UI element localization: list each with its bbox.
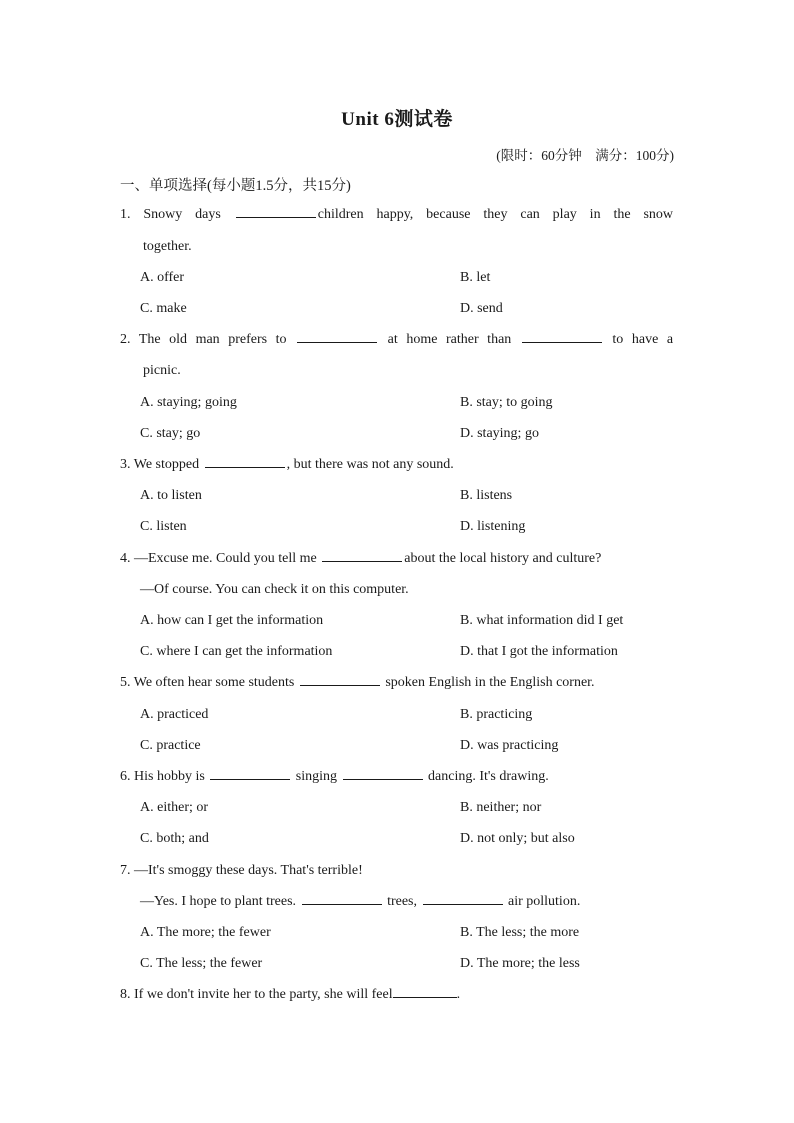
question-6-option-d[interactable]: D. not only; but also [460,831,575,846]
question-5-option-c[interactable]: C. practice [140,738,201,753]
answer-blank[interactable] [205,466,285,468]
question-1-stem: 1. Snowy days children happy, because they can play in the snow [120,207,674,222]
question-7-option-d[interactable]: D. The more; the less [460,956,580,971]
question-2-option-d[interactable]: D. staying; go [460,426,539,441]
question-6-stem: 6. His hobby is singing dancing. It's drawing. [120,769,549,784]
question-2-stem: 2. The old man prefers to at home rather than to have a [120,332,674,347]
question-4-stem-cont: —Of course. You can check it on this computer. [140,582,409,597]
question-7-stem-cont: —Yes. I hope to plant trees. trees, air pollution. [140,894,581,909]
answer-blank[interactable] [423,903,503,905]
question-6-option-c[interactable]: C. both; and [140,831,209,846]
question-4-option-c[interactable]: C. where I can get the information [140,644,333,659]
answer-blank[interactable] [210,778,290,780]
question-1-stem-cont: together. [143,239,192,254]
answer-blank[interactable] [322,560,402,562]
question-3-stem: 3. We stopped , but there was not any sound. [120,457,454,472]
question-5-option-d[interactable]: D. was practicing [460,738,559,753]
question-7-stem: 7. —It's smoggy these days. That's terrible! [120,863,363,878]
answer-blank[interactable] [522,341,602,343]
question-5-stem: 5. We often hear some students spoken English in the English corner. [120,675,595,690]
page-title: Unit 6测试卷 [341,109,453,130]
question-7-option-b[interactable]: B. The less; the more [460,925,580,940]
question-2-option-c[interactable]: C. stay; go [140,426,201,441]
question-4-option-b[interactable]: B. what information did I get [460,613,624,628]
question-3-option-a[interactable]: A. to listen [140,488,202,503]
question-2-option-b[interactable]: B. stay; to going [460,395,553,410]
question-3-option-d[interactable]: D. listening [460,519,526,534]
section-heading: 一、单项选择(每小题1.5分，共15分) [120,178,351,194]
answer-blank[interactable] [393,996,457,998]
question-8-stem: 8. If we don't invite her to the party, she will feel . [120,987,461,1002]
question-3-option-b[interactable]: B. listens [460,488,513,503]
time-score-info: (限时：60分钟 满分：100分) [496,148,674,163]
answer-blank[interactable] [236,216,316,218]
question-5-option-b[interactable]: B. practicing [460,707,533,722]
question-7-option-a[interactable]: A. The more; the fewer [140,925,271,940]
question-7-option-c[interactable]: C. The less; the fewer [140,956,263,971]
answer-blank[interactable] [297,341,377,343]
answer-blank[interactable] [300,684,380,686]
question-2-option-a[interactable]: A. staying; going [140,395,237,410]
question-1-option-a[interactable]: A. offer [140,270,185,285]
question-4-option-a[interactable]: A. how can I get the information [140,613,324,628]
question-1-option-d[interactable]: D. send [460,301,503,316]
answer-blank[interactable] [302,903,382,905]
question-3-option-c[interactable]: C. listen [140,519,187,534]
question-6-option-b[interactable]: B. neither; nor [460,800,542,815]
question-6-option-a[interactable]: A. either; or [140,800,209,815]
question-1-option-b[interactable]: B. let [460,270,491,285]
question-4-stem: 4. —Excuse me. Could you tell me about the local history and culture? [120,551,602,566]
answer-blank[interactable] [343,778,423,780]
question-2-stem-cont: picnic. [143,363,181,378]
question-5-option-a[interactable]: A. practiced [140,707,209,722]
question-4-option-d[interactable]: D. that I got the information [460,644,618,659]
question-1-option-c[interactable]: C. make [140,301,187,316]
